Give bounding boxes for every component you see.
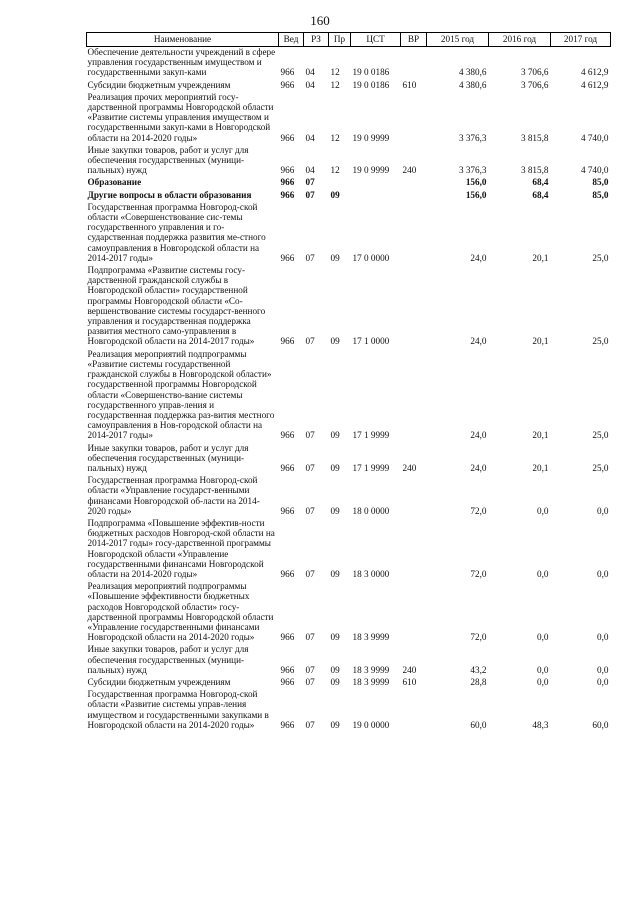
cell-2016: 20,1 — [532, 336, 549, 347]
cell-vr — [401, 177, 427, 189]
cell-vr — [401, 265, 427, 349]
cell-2017: 0,0 — [597, 664, 609, 675]
cell-2016: 3 706,6 — [520, 79, 549, 90]
cell-pr: 09 — [330, 632, 340, 643]
cell-ved: 966 — [280, 719, 295, 730]
cell-ved: 966 — [280, 165, 295, 176]
budget-table — [86, 32, 611, 732]
cell-rz: 04 — [305, 165, 315, 176]
table-row — [87, 265, 611, 349]
table-row — [87, 689, 611, 732]
cell-2016: 0,0 — [537, 676, 549, 687]
cell-2016: 0,0 — [537, 664, 549, 675]
cell-name: Образование — [87, 177, 142, 188]
cell-2017: 25,0 — [592, 462, 609, 473]
header-ved: Вед — [279, 33, 304, 47]
table-row — [87, 92, 611, 145]
cell-pr: 12 — [330, 79, 340, 90]
cell-cst — [351, 177, 401, 189]
cell-ved: 966 — [280, 568, 295, 579]
cell-rz: 04 — [305, 79, 315, 90]
cell-2015: 72,0 — [470, 505, 487, 516]
cell-ved: 966 — [280, 505, 295, 516]
cell-name: Государственная программа Новгород-ской области «Управление государст-венными финансами Новгородской об-ласти на 2014-2020 годы» — [87, 475, 260, 516]
cell-ved: 966 — [280, 676, 295, 687]
cell-cst: 17 1 9999 — [352, 462, 390, 473]
cell-2015: 156,0 — [465, 189, 487, 200]
cell-cst — [351, 190, 401, 202]
cell-cst: 18 3 9999 — [352, 664, 390, 675]
cell-name: Государственная программа Новгород-ской области «Совершенствование сис-темы государственного управления и го-сударственная поддержка развития ме-стного самоуправления в Новгородской области на 2014-2017 годы» — [87, 201, 266, 263]
cell-cst: 18 3 9999 — [352, 632, 390, 643]
cell-rz: 07 — [305, 177, 315, 188]
cell-cst: 17 1 9999 — [352, 430, 390, 441]
cell-2017: 60,0 — [592, 719, 609, 730]
cell-name: Государственная программа Новгород-ской области «Развитие системы управ-ления имуществом и государственными закупками в Новгородской области на 2014-2020 годы» — [87, 689, 269, 730]
cell-vr: 610 — [402, 79, 417, 90]
table-body — [87, 47, 611, 733]
cell-vr — [401, 92, 427, 145]
cell-name: Обеспечение деятельности учреждений в сфере управления государственным имуществом и государственными закуп-ками — [87, 47, 276, 78]
cell-rz: 07 — [305, 462, 315, 473]
cell-2015: 4 380,6 — [458, 67, 487, 78]
cell-vr: 610 — [402, 676, 417, 687]
cell-ved: 966 — [280, 252, 295, 263]
cell-name: Иные закупки товаров, работ и услуг для обеспечения государственных (муници-пальных) нужд — [87, 644, 249, 675]
header-2017: 2017 год — [551, 33, 611, 47]
cell-rz: 07 — [305, 664, 315, 675]
cell-2015: 24,0 — [470, 252, 487, 263]
cell-vr — [401, 349, 427, 443]
cell-ved: 966 — [280, 67, 295, 78]
cell-2016: 3 815,8 — [520, 132, 549, 143]
header-name: Наименование — [87, 33, 279, 47]
cell-vr — [401, 190, 427, 202]
cell-2016: 20,1 — [532, 252, 549, 263]
cell-ved: 966 — [280, 177, 295, 188]
cell-cst: 18 0 0000 — [352, 505, 390, 516]
cell-name: Реализация мероприятий подпрограммы «Повышение эффективности бюджетных расходов Новгородской области» госу-дарственной программы Новгородской области «Управление государственными финансами Новгородской области на 2014-2020 годы» — [87, 581, 274, 643]
cell-ved: 966 — [280, 79, 295, 90]
cell-pr — [329, 177, 351, 189]
cell-vr: 240 — [402, 462, 417, 473]
cell-rz: 07 — [305, 632, 315, 643]
cell-cst: 19 0 0000 — [352, 719, 390, 730]
cell-2015: 43,2 — [470, 664, 487, 675]
cell-ved: 966 — [280, 336, 295, 347]
cell-ved: 966 — [280, 632, 295, 643]
cell-cst: 19 0 9999 — [352, 132, 390, 143]
page-number: 160 — [310, 13, 330, 28]
cell-cst: 19 0 0186 — [352, 79, 390, 90]
cell-rz: 07 — [305, 719, 315, 730]
cell-2015: 24,0 — [470, 430, 487, 441]
cell-ved: 966 — [280, 430, 295, 441]
header-cst: ЦСТ — [351, 33, 401, 47]
cell-name: Иные закупки товаров, работ и услуг для обеспечения государственных (муници-пальных) нужд — [87, 144, 249, 176]
cell-2017: 4 612,9 — [580, 79, 609, 90]
cell-2015: 28,8 — [470, 676, 487, 687]
cell-pr: 09 — [330, 664, 340, 675]
cell-vr: 240 — [402, 165, 417, 176]
cell-rz: 07 — [305, 252, 315, 263]
cell-2017: 25,0 — [592, 430, 609, 441]
table-row — [87, 80, 611, 92]
cell-cst: 17 0 0000 — [352, 252, 390, 263]
cell-ved: 966 — [280, 462, 295, 473]
cell-2017: 0,0 — [597, 568, 609, 579]
header-vr: ВР — [401, 33, 427, 47]
cell-2016: 48,3 — [532, 719, 549, 730]
cell-name: Подпрограмма «Повышение эффектив-ности бюджетных расходов Новгород-ской области на 2014-2017 годы» госу-дарственной программы Новгородской области «Управление государственными финансами Новгородской области на 2014-2020 годы» — [87, 517, 275, 579]
cell-2015: 156,0 — [465, 177, 487, 188]
cell-2017: 4 612,9 — [580, 67, 609, 78]
cell-ved: 966 — [280, 664, 295, 675]
cell-pr: 09 — [330, 430, 340, 441]
cell-2017: 4 740,0 — [580, 132, 609, 143]
table-row — [87, 518, 611, 581]
cell-pr: 09 — [330, 252, 340, 263]
cell-vr — [401, 518, 427, 581]
cell-rz: 07 — [305, 189, 315, 200]
header-rz: РЗ — [304, 33, 329, 47]
table-row — [87, 177, 611, 189]
cell-name: Иные закупки товаров, работ и услуг для обеспечения государственных (муници-пальных) нужд — [87, 442, 249, 473]
cell-rz: 07 — [305, 430, 315, 441]
cell-cst: 18 3 0000 — [352, 568, 390, 579]
cell-name: Другие вопросы в области образования — [87, 189, 252, 200]
cell-ved: 966 — [280, 132, 295, 143]
cell-2017: 25,0 — [592, 252, 609, 263]
cell-2017: 25,0 — [592, 336, 609, 347]
cell-2016: 3 706,6 — [520, 67, 549, 78]
cell-vr — [401, 202, 427, 265]
table-row — [87, 475, 611, 518]
table-row — [87, 677, 611, 689]
cell-2015: 72,0 — [470, 632, 487, 643]
cell-rz: 04 — [305, 132, 315, 143]
cell-ved: 966 — [280, 189, 295, 200]
cell-2017: 4 740,0 — [580, 165, 609, 176]
cell-rz: 07 — [305, 676, 315, 687]
cell-rz: 07 — [305, 505, 315, 516]
table-row — [87, 190, 611, 202]
cell-pr: 09 — [330, 462, 340, 473]
cell-2015: 24,0 — [470, 336, 487, 347]
cell-pr: 09 — [330, 719, 340, 730]
cell-2016: 68,4 — [532, 189, 549, 200]
table-header — [87, 33, 611, 47]
table-row — [87, 443, 611, 476]
cell-pr: 09 — [330, 568, 340, 579]
cell-2016: 0,0 — [537, 632, 549, 643]
cell-2016: 0,0 — [537, 505, 549, 516]
cell-2015: 3 376,3 — [458, 132, 487, 143]
cell-pr: 12 — [330, 132, 340, 143]
cell-rz: 07 — [305, 336, 315, 347]
cell-pr: 09 — [330, 676, 340, 687]
cell-pr: 09 — [330, 505, 340, 516]
header-pr: Пр — [329, 33, 351, 47]
cell-name: Подпрограмма «Развитие системы госу-дарственной гражданской службы в Новгородской области» государственной программы Новгородской области «Со-вершенствование системы государст-венного управления и государственная поддержка развития местного само-управления в Новгородской области на 2014-2017 годы» — [87, 265, 266, 347]
cell-cst: 18 3 9999 — [352, 676, 390, 687]
table-row — [87, 581, 611, 644]
cell-2016: 20,1 — [532, 462, 549, 473]
cell-2016: 3 815,8 — [520, 165, 549, 176]
cell-name: Реализация прочих мероприятий госу-дарственной программы Новгородской области «Развитие системы управления имуществом и государственными закуп-ками в Новгородской области на 2014-2020 годы» — [87, 91, 274, 143]
cell-2015: 60,0 — [470, 719, 487, 730]
cell-vr — [401, 47, 427, 80]
cell-vr: 240 — [402, 664, 417, 675]
cell-2015: 72,0 — [470, 568, 487, 579]
cell-pr: 09 — [330, 336, 340, 347]
cell-2015: 24,0 — [470, 462, 487, 473]
cell-2016: 68,4 — [532, 177, 549, 188]
cell-2017: 0,0 — [597, 632, 609, 643]
table-row — [87, 47, 611, 80]
cell-rz: 07 — [305, 568, 315, 579]
table-row — [87, 644, 611, 677]
cell-pr: 12 — [330, 67, 340, 78]
cell-2017: 0,0 — [597, 676, 609, 687]
table-row — [87, 349, 611, 443]
cell-name: Субсидии бюджетным учреждениям — [87, 79, 231, 90]
cell-rz: 04 — [305, 67, 315, 78]
header-2015: 2015 год — [427, 33, 489, 47]
cell-2015: 4 380,6 — [458, 79, 487, 90]
cell-name: Субсидии бюджетным учреждениям — [87, 676, 231, 687]
cell-name: Реализация мероприятий подпрограммы «Развитие системы государственной гражданской службы в Новгородской области» государственной программы Новгородской области «Совершенство-вание системы государственного управ-ления и государственная поддержка раз-вития местного самоуправления в Нов-городской области на 2014-2017 годы» — [87, 348, 275, 441]
cell-2017: 0,0 — [597, 505, 609, 516]
cell-2015: 3 376,3 — [458, 165, 487, 176]
cell-pr: 09 — [330, 189, 340, 200]
cell-pr: 12 — [330, 165, 340, 176]
cell-cst: 19 0 9999 — [352, 165, 390, 176]
cell-2016: 0,0 — [537, 568, 549, 579]
table-row — [87, 202, 611, 265]
header-2016: 2016 год — [489, 33, 551, 47]
cell-2017: 85,0 — [592, 177, 609, 188]
cell-vr — [401, 689, 427, 732]
cell-cst: 17 1 0000 — [352, 336, 390, 347]
table-row — [87, 145, 611, 178]
cell-2017: 85,0 — [592, 189, 609, 200]
cell-cst: 19 0 0186 — [352, 67, 390, 78]
cell-2016: 20,1 — [532, 430, 549, 441]
cell-vr — [401, 581, 427, 644]
cell-vr — [401, 475, 427, 518]
